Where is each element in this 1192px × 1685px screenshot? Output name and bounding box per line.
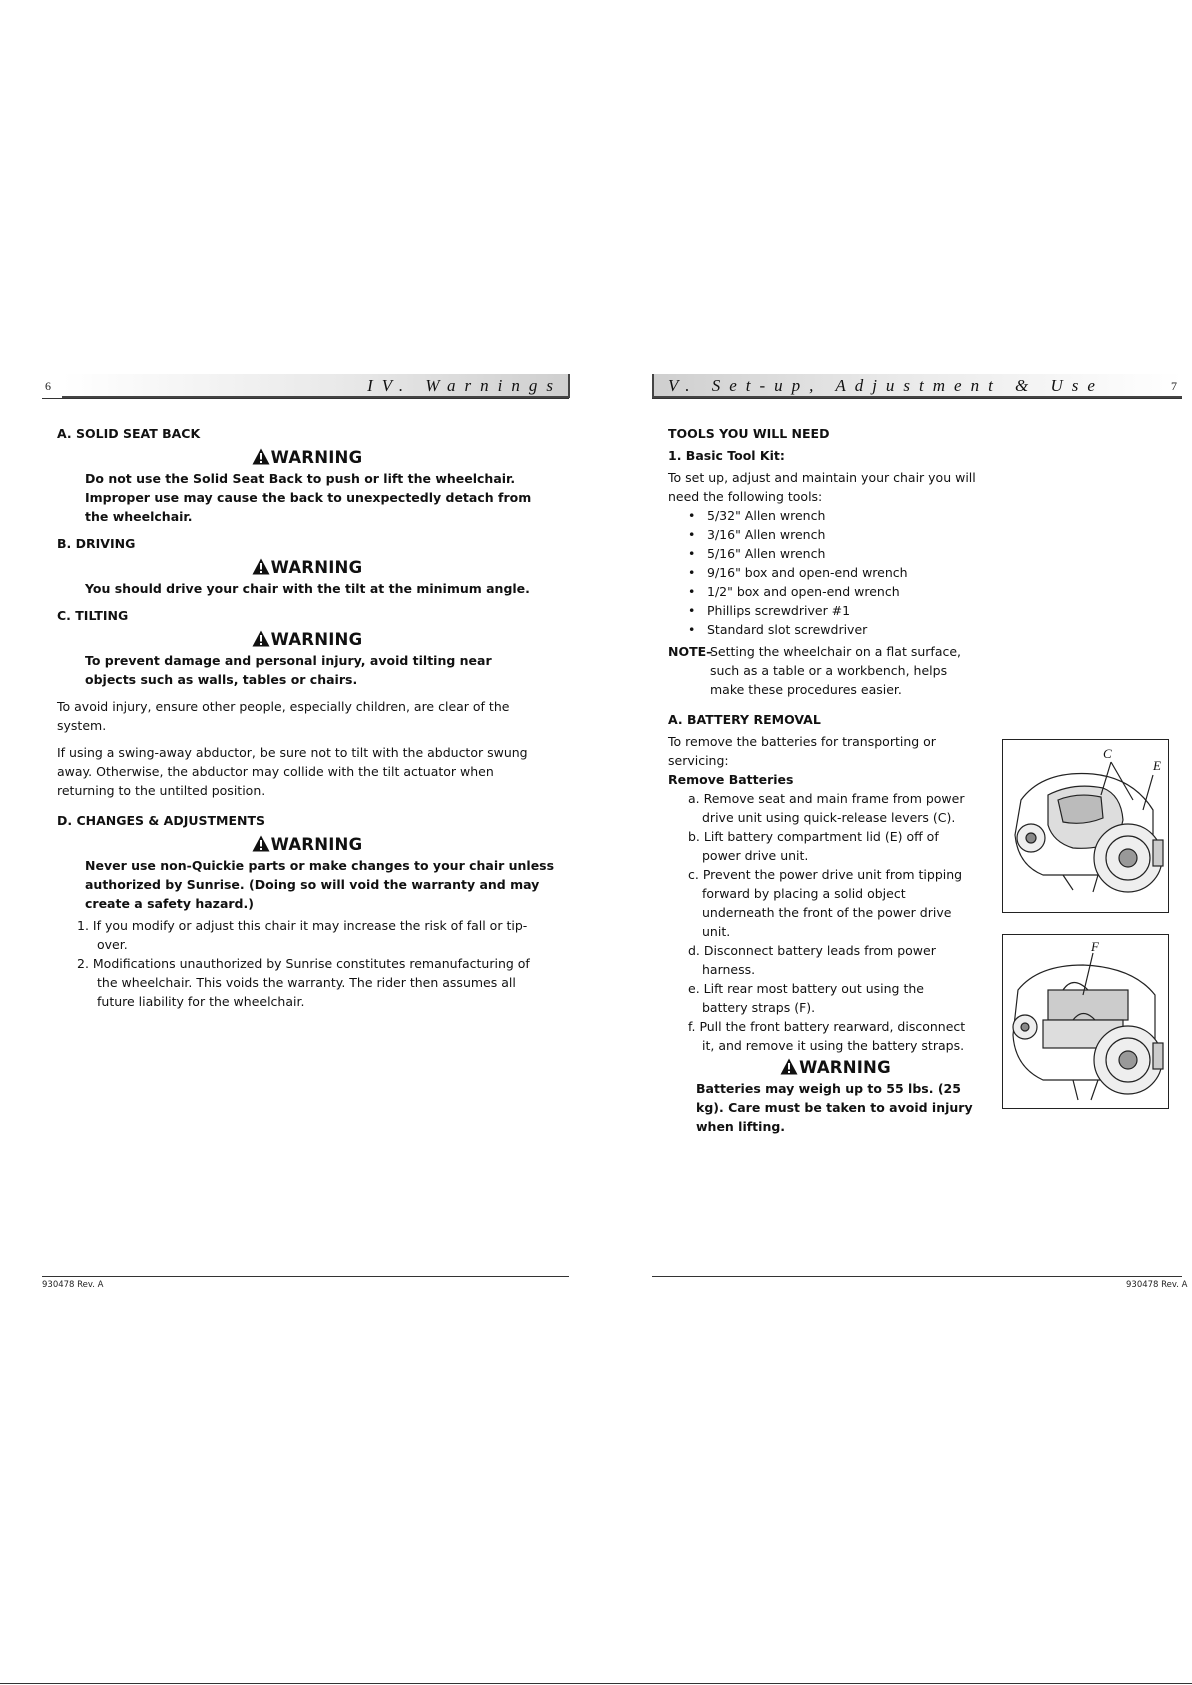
left-header-title: IV. Warnings: [367, 376, 562, 395]
tools-heading: TOOLS YOU WILL NEED: [668, 426, 830, 441]
battery-intro: To remove the batteries for transporting or servicing:: [668, 734, 936, 768]
warning-text: To prevent damage and personal injury, avoid tilting near objects such as walls, tables or chairs.: [85, 653, 492, 687]
kit-heading: 1. Basic Tool Kit:: [668, 448, 785, 463]
list-item: • 5/32" Allen wrench: [688, 506, 988, 525]
note-label: NOTE–: [668, 644, 713, 659]
list-item: • 3/16" Allen wrench: [688, 525, 988, 544]
figure-label-c: C: [1103, 746, 1112, 761]
warning-heading: [57, 558, 557, 577]
right-header-title: V. Set-up, Adjustment & Use: [668, 376, 1104, 395]
section-a-title: A. SOLID SEAT BACK: [57, 426, 201, 441]
warning-label: WARNING: [270, 835, 363, 854]
numbered-list: [57, 916, 547, 1011]
list-item: f. Pull the front battery rearward, disconnect it, and remove it using the battery straps.: [688, 1019, 966, 1053]
warning-label: WARNING: [799, 1058, 891, 1077]
warning-triangle-icon: [780, 1058, 798, 1075]
bottom-edge-rule: [0, 1683, 1192, 1684]
section-c-title: C. TILTING: [57, 608, 129, 623]
left-footer-rule: [42, 1276, 569, 1277]
kit-intro: To set up, adjust and maintain your chair you will need the following tools:: [668, 470, 976, 504]
warning-text: You should drive your chair with the tilt at the minimum angle.: [85, 581, 530, 596]
figure-label-f: F: [1091, 939, 1099, 954]
body-paragraph: If using a swing-away abductor, be sure not to tilt with the abductor swung away. Otherwise, the abductor may collide with the tilt actuator when returning to the untilted position.: [57, 745, 528, 798]
warning-triangle-icon: [252, 630, 270, 647]
warning-label: WARNING: [270, 630, 363, 649]
list-item: 1. If you modify or adjust this chair it may increase the risk of fall or tip-over.: [77, 918, 528, 952]
battery-straps-figure: [1002, 934, 1169, 1109]
warning-text: Never use non-Quickie parts or make changes to your chair unless authorized by Sunrise. (Doing so will void the warranty and may create a safety hazard.): [85, 858, 555, 911]
warning-heading: [668, 1058, 1003, 1077]
figure-label-e: E: [1153, 758, 1161, 773]
list-item: 2. Modifications unauthorized by Sunrise constitutes remanufacturing of the wheelchair. This voids the warranty. The rider then assumes all future liability for the wheelchair.: [77, 956, 530, 1009]
left-header-bar: [62, 374, 570, 398]
remove-batteries-heading: Remove Batteries: [668, 772, 794, 787]
list-item: • Standard slot screwdriver: [688, 620, 988, 639]
steps-list: [668, 789, 968, 1055]
right-footer-text: 930478 Rev. A: [1126, 1280, 1188, 1290]
right-column: [668, 424, 988, 1136]
list-item: e. Lift rear most battery out using the battery straps (F).: [688, 981, 924, 1015]
list-item: • Phillips screwdriver #1: [688, 601, 988, 620]
section-b-title: B. DRIVING: [57, 536, 136, 551]
warning-triangle-icon: [252, 558, 270, 575]
warning-heading: [57, 835, 557, 854]
warning-heading: [57, 630, 557, 649]
note-text: Setting the wheelchair on a flat surface, such as a table or a workbench, helps make these procedures easier.: [710, 644, 962, 697]
list-item: • 1/2" box and open-end wrench: [688, 582, 988, 601]
left-page-number: 6: [45, 379, 51, 393]
power-drive-figure: [1002, 739, 1169, 913]
warning-text: Do not use the Solid Seat Back to push or lift the wheelchair. Improper use may cause the back to unexpectedly detach from the wheelchair.: [85, 471, 532, 524]
list-item: a. Remove seat and main frame from power drive unit using quick-release levers (C).: [688, 791, 965, 825]
list-item: b. Lift battery compartment lid (E) off of power drive unit.: [688, 829, 939, 863]
warning-text: Batteries may weigh up to 55 lbs. (25 kg). Care must be taken to avoid injury when lifting.: [696, 1081, 973, 1134]
right-header-bar: [652, 374, 1182, 398]
right-footer-rule: [652, 1276, 1182, 1277]
power-drive-illustration: [1003, 740, 1168, 912]
list-item: c. Prevent the power drive unit from tipping forward by placing a solid object underneath the front of the power drive unit.: [688, 867, 963, 939]
left-header-rule: [42, 398, 569, 399]
left-footer-text: 930478 Rev. A: [42, 1280, 104, 1290]
right-page-number: 7: [1171, 379, 1177, 393]
list-item: • 9/16" box and open-end wrench: [688, 563, 988, 582]
note: [668, 642, 988, 699]
warning-triangle-icon: [252, 835, 270, 852]
section-d-title: D. CHANGES & ADJUSTMENTS: [57, 813, 266, 828]
battery-heading: A. BATTERY REMOVAL: [668, 712, 821, 727]
warning-label: WARNING: [270, 558, 363, 577]
tools-list: [668, 506, 988, 639]
warning-label: WARNING: [270, 448, 363, 467]
warning-triangle-icon: [252, 448, 270, 465]
right-header-rule: [652, 398, 1182, 399]
battery-illustration: [1003, 935, 1168, 1108]
body-paragraph: To avoid injury, ensure other people, especially children, are clear of the system.: [57, 699, 510, 733]
list-item: d. Disconnect battery leads from power harness.: [688, 943, 936, 977]
list-item: • 5/16" Allen wrench: [688, 544, 988, 563]
left-column: [57, 424, 557, 1011]
warning-heading: [57, 448, 557, 467]
